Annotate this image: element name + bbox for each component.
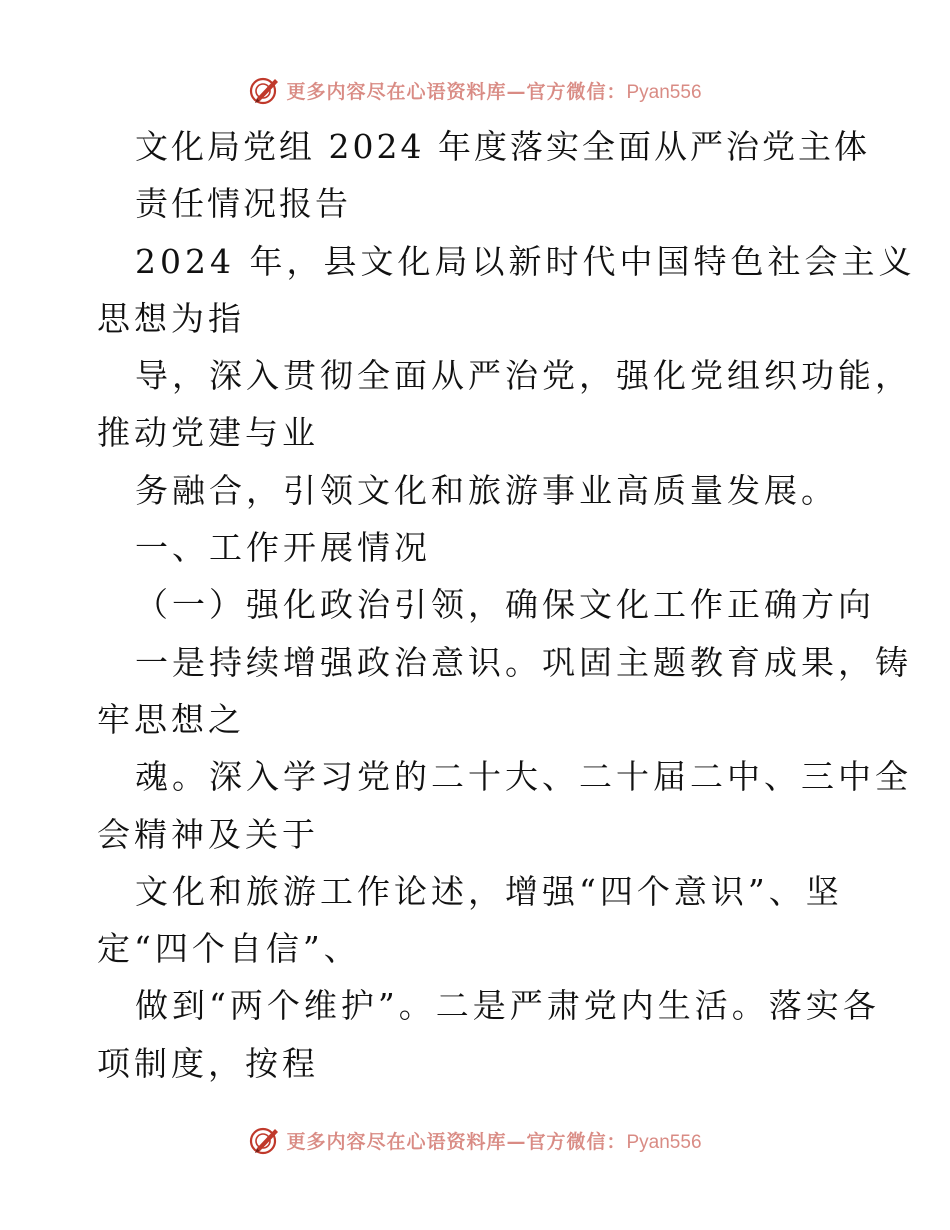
pen-seal-icon — [248, 74, 280, 106]
doc-title-line-2: 责任情况报告 — [135, 184, 351, 224]
paragraph-line: 会精神及关于 — [97, 814, 319, 854]
subsection-heading: （一）强化政治引领，确保文化工作正确方向 — [135, 585, 875, 625]
paragraph-line: 定“四个自信”、 — [97, 929, 361, 969]
paragraph-line: 文化和旅游工作论述，增强“四个意识”、坚 — [135, 871, 843, 911]
paragraph-line: 一是持续增强政治意识。巩固主题教育成果，铸 — [135, 642, 912, 682]
paragraph-line: 做到“两个维护”。二是严肃党内生活。落实各 — [135, 986, 880, 1026]
watermark-text: 更多内容尽在心语资料库—官方微信：Pyan556 — [286, 80, 702, 103]
paragraph-line: 魂。深入学习党的二十大、二十届二中、三中全 — [135, 757, 912, 797]
footer-watermark — [0, 1120, 950, 1160]
paragraph-line: 务融合，引领文化和旅游事业高质量发展。 — [135, 470, 838, 510]
paragraph-line: 项制度，按程 — [97, 1043, 319, 1083]
doc-title-line-1: 文化局党组 2024 年度落实全面从严治党主体 — [135, 127, 870, 166]
paragraph-line: 牢思想之 — [97, 699, 245, 739]
header-watermark — [0, 70, 950, 110]
wechat-id: Pyan556 — [626, 1131, 702, 1153]
watermark-text: 更多内容尽在心语资料库—官方微信：Pyan556 — [286, 1130, 702, 1153]
paragraph-line: 导，深入贯彻全面从严治党，强化党组织功能， — [135, 356, 912, 396]
pen-seal-icon — [248, 1124, 280, 1156]
paragraph-line: 2024 年，县文化局以新时代中国特色社会主义 — [135, 241, 916, 281]
section-heading: 一、工作开展情况 — [135, 528, 431, 568]
document-body — [97, 118, 916, 1092]
paragraph-line: 推动党建与业 — [97, 413, 319, 453]
paragraph-line: 思想为指 — [97, 298, 245, 338]
wechat-id: Pyan556 — [626, 81, 702, 103]
